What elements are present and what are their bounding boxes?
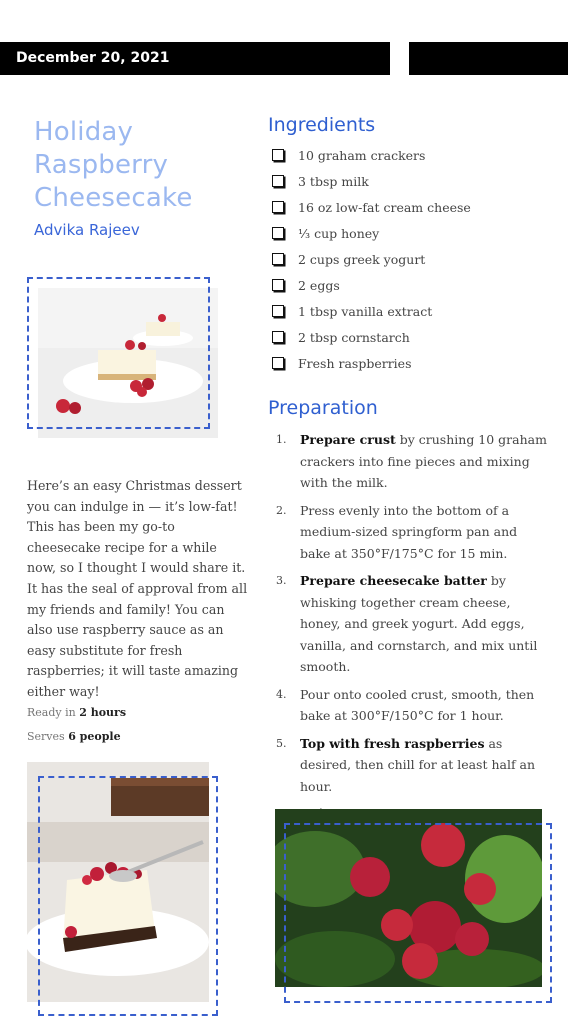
step-text: by crushing 10 graham crackers into fine pieces and mixing with the milk. xyxy=(300,432,547,490)
servings xyxy=(27,730,121,743)
ingredient-item xyxy=(272,223,471,249)
preparation-step xyxy=(276,733,548,798)
ingredient-label: 3 tbsp milk xyxy=(298,174,369,189)
checkbox-icon[interactable] xyxy=(272,279,284,291)
step-number: 5. xyxy=(276,736,287,750)
ingredient-label: 1 tbsp vanilla extract xyxy=(298,304,433,319)
ingredient-item xyxy=(272,171,471,197)
ingredient-label: 2 cups greek yogurt xyxy=(298,252,426,267)
step-text: by whisking together cream cheese, honey, and greek yogurt. Add eggs, vanilla, and cornstarch, and mix until smooth. xyxy=(300,573,538,674)
ingredient-item xyxy=(272,301,471,327)
step-number: 4. xyxy=(276,687,287,701)
post-date: December 20, 2021 xyxy=(16,50,170,66)
checkbox-icon[interactable] xyxy=(272,227,284,239)
preparation-steps xyxy=(276,429,548,831)
step-emphasis: Prepare cheesecake batter xyxy=(300,573,487,588)
recipe-intro: Here’s an easy Christmas dessert you can indulge in — it’s low-fat! This has been my go-to cheesecake recipe for a while now, so I thought I would share it. It has the seal of approval from all my friends and family! You can also use raspberry sauce as an easy substitute for fresh raspberries; it will taste amazing either way! xyxy=(27,478,248,699)
step-emphasis: Top with fresh raspberries xyxy=(300,735,485,751)
serves-label: Serves xyxy=(27,730,65,743)
checkbox-icon[interactable] xyxy=(272,149,284,161)
photo-frame xyxy=(38,776,218,1016)
photo-frame xyxy=(27,277,210,429)
ingredient-item xyxy=(272,249,471,275)
step-text: as desired, then chill for at least half an hour. xyxy=(300,735,536,794)
ingredient-label: ⅓ cup honey xyxy=(298,226,380,241)
photo-frame xyxy=(284,823,552,1003)
ingredients-heading: Ingredients xyxy=(268,114,376,136)
checkbox-icon[interactable] xyxy=(272,175,284,187)
ingredients-list xyxy=(272,145,471,379)
ingredient-label: 16 oz low-fat cream cheese xyxy=(298,200,471,215)
preparation-step xyxy=(276,429,548,494)
step-text: Press evenly into the bottom of a medium-sized springform pan and bake at 350°F/175°C for 15 min. xyxy=(300,502,518,561)
checkbox-icon[interactable] xyxy=(272,305,284,317)
ingredient-item xyxy=(272,145,471,171)
step-number: 2. xyxy=(276,503,287,517)
ingredient-item xyxy=(272,327,471,353)
checkbox-icon[interactable] xyxy=(272,357,284,369)
ingredient-item xyxy=(272,275,471,301)
ingredient-item xyxy=(272,353,471,379)
top-bar-block xyxy=(409,42,568,75)
ready-value: 2 hours xyxy=(79,706,127,719)
step-emphasis: Prepare crust xyxy=(300,432,396,447)
preparation-step xyxy=(276,684,548,727)
preparation-step xyxy=(276,500,548,565)
ingredient-label: Fresh raspberries xyxy=(298,356,412,371)
recipe-author: Advika Rajeev xyxy=(34,221,140,239)
step-text: Pour onto cooled crust, smooth, then bake at 300°F/150°C for 1 hour. xyxy=(300,686,535,723)
ingredient-label: 10 graham crackers xyxy=(298,148,426,163)
ingredient-item xyxy=(272,197,471,223)
checkbox-icon[interactable] xyxy=(272,253,284,265)
ingredient-label: 2 tbsp cornstarch xyxy=(298,330,410,345)
checkbox-icon[interactable] xyxy=(272,201,284,213)
step-number: 3. xyxy=(276,574,287,587)
serves-value: 6 people xyxy=(68,730,121,743)
date-bar xyxy=(0,42,390,75)
checkbox-icon[interactable] xyxy=(272,331,284,343)
recipe-title: Holiday Raspberry Cheesecake xyxy=(34,117,193,213)
ingredient-label: 2 eggs xyxy=(298,278,340,293)
ready-time xyxy=(27,706,126,719)
step-number: 1. xyxy=(276,433,287,446)
preparation-step xyxy=(276,570,548,678)
ready-label: Ready in xyxy=(27,706,76,719)
preparation-heading: Preparation xyxy=(268,397,378,419)
